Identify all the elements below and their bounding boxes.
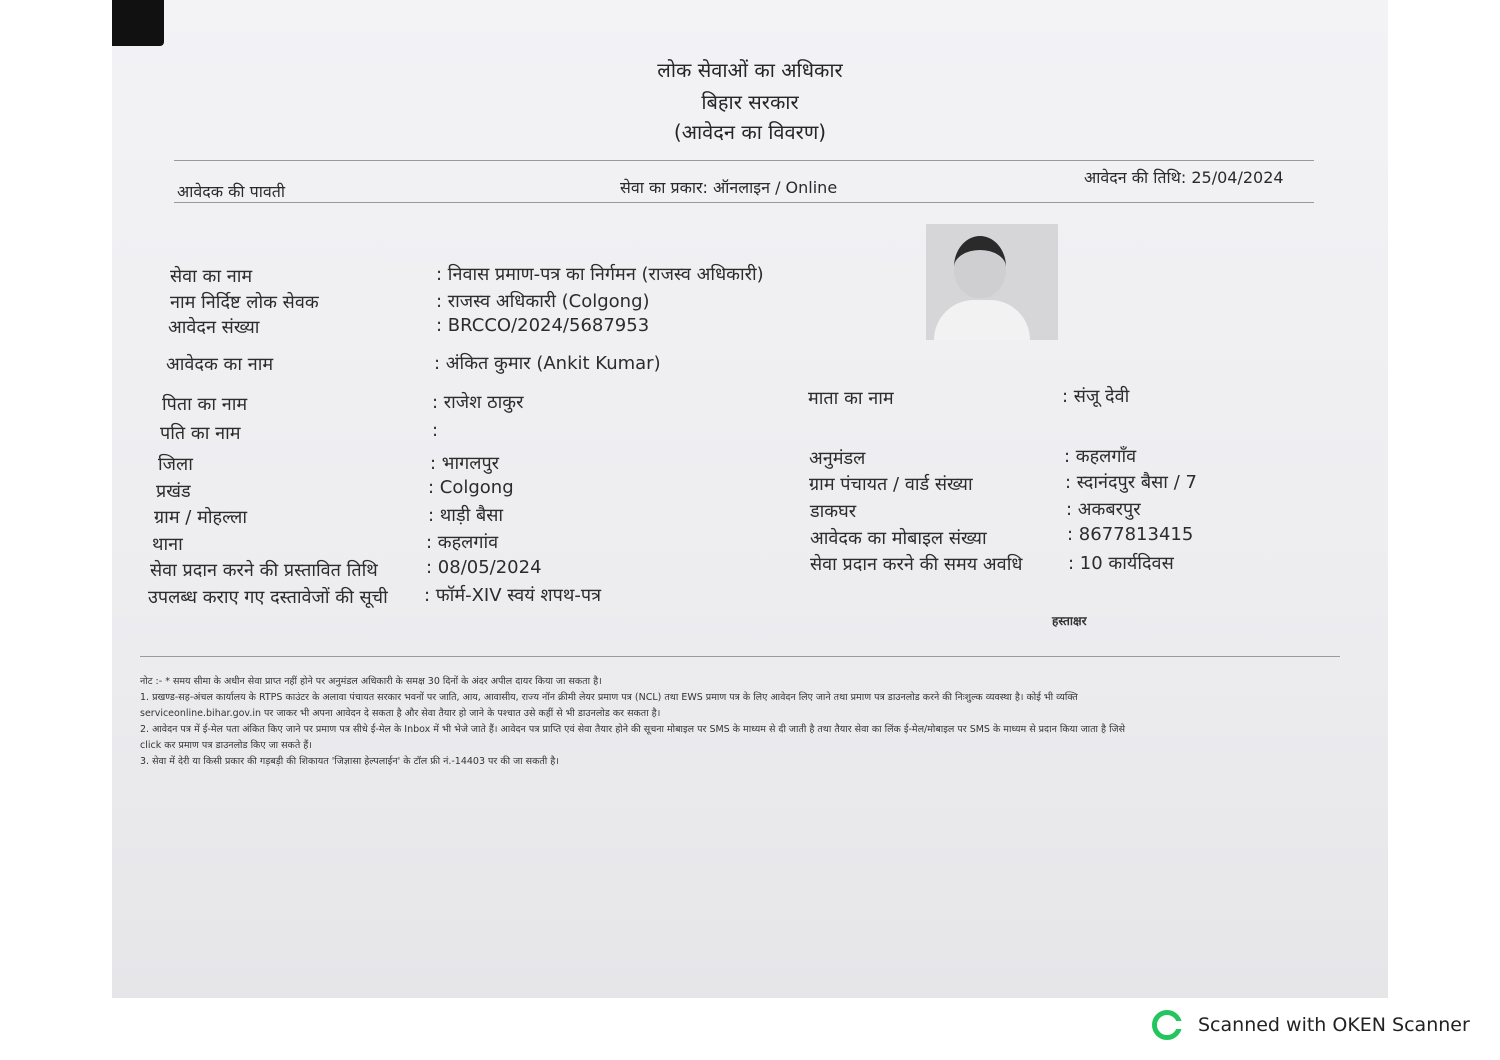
label-panchayat-ward: ग्राम पंचायत / वार्ड संख्या bbox=[809, 474, 973, 495]
receipt-label: आवेदक की पावती bbox=[177, 182, 286, 201]
value-district: : भागलपुर bbox=[430, 453, 500, 474]
oken-scanner-logo-icon bbox=[1152, 1010, 1182, 1040]
label-mother-name: माता का नाम bbox=[808, 388, 894, 409]
value-panchayat-ward: : स्दानंदपुर बैसा / 7 bbox=[1065, 472, 1197, 493]
label-public-servant: नाम निर्दिष्ट लोक सेवक bbox=[170, 292, 319, 313]
signature-label: हस्ताक्षर bbox=[1052, 614, 1087, 628]
note-line-4: click कर प्रमाण पत्र डाउनलोड किए जा सकते हैं। bbox=[140, 740, 312, 751]
notes-rule bbox=[140, 656, 1340, 657]
label-father-name: पिता का नाम bbox=[162, 394, 248, 415]
value-documents-list: : फॉर्म-XIV स्वयं शपथ-पत्र bbox=[424, 585, 602, 606]
value-father-name: : राजेश ठाकुर bbox=[432, 392, 524, 413]
label-service-duration: सेवा प्रदान करने की समय अवधि bbox=[810, 554, 1023, 575]
top-rule bbox=[174, 160, 1314, 161]
value-service-duration: : 10 कार्यदिवस bbox=[1068, 553, 1174, 574]
value-husband-name: : bbox=[432, 420, 439, 441]
applicant-photo bbox=[926, 224, 1058, 340]
label-mobile-number: आवेदक का मोबाइल संख्या bbox=[810, 528, 987, 549]
value-public-servant: : राजस्व अधिकारी (Colgong) bbox=[436, 291, 650, 312]
label-police-station: थाना bbox=[152, 534, 183, 555]
value-mother-name: : संजू देवी bbox=[1062, 386, 1130, 407]
label-application-number: आवेदन संख्या bbox=[168, 317, 260, 338]
scan-corner-mark bbox=[112, 0, 164, 46]
label-service-name: सेवा का नाम bbox=[170, 266, 253, 287]
label-subdivision: अनुमंडल bbox=[809, 448, 866, 469]
value-application-number: : BRCCO/2024/5687953 bbox=[436, 315, 650, 336]
value-applicant-name: : अंकित कुमार (Ankit Kumar) bbox=[434, 353, 661, 374]
meta-rule bbox=[174, 202, 1314, 203]
value-village: : थाड़ी बैसा bbox=[428, 505, 504, 526]
scanner-brand-text: Scanned with OKEN Scanner bbox=[1198, 1014, 1470, 1036]
note-line-5: 3. सेवा में देरी या किसी प्रकार की गड़बड़ी की शिकायत 'जिज्ञासा हेल्पलाईन' के टॉल फ्री नं.-14403 पर की जा सकती है। bbox=[140, 756, 559, 767]
service-type: सेवा का प्रकार: ऑनलाइन / Online bbox=[620, 178, 838, 197]
label-post-office: डाकघर bbox=[810, 501, 857, 522]
notes-section bbox=[140, 674, 1340, 770]
label-husband-name: पति का नाम bbox=[160, 423, 241, 444]
value-post-office: : अकबरपुर bbox=[1066, 499, 1141, 520]
label-proposed-date: सेवा प्रदान करने की प्रस्तावित तिथि bbox=[150, 560, 378, 581]
note-line-1: 1. प्रखण्ड-सह-अंचल कार्यालय के RTPS काउंटर के अलावा पंचायत सरकार भवनों पर जाति, आय, आवासीय, राज्य नॉन क्रीमी लेयर प्रमाण पत्र (NCL) तथा EWS प्रमाण पत्र के लिए आवेदन लिए जाने तथा प्रमाण पत्र डाउनलोड करने की निःशुल्क व्यवस्था है। कोई भी व्यक्ति bbox=[140, 692, 1078, 703]
label-district: जिला bbox=[158, 454, 193, 475]
note-line-2: serviceonline.bihar.gov.in पर जाकर भी अपना आवेदन दे सकता है और सेवा तैयार हो जाने के पश्चात उसे कहीं से भी डाउनलोड कर सकता है। bbox=[140, 708, 661, 719]
value-service-name: : निवास प्रमाण-पत्र का निर्गमन (राजस्व अधिकारी) bbox=[436, 264, 764, 285]
application-date: आवेदन की तिथि: 25/04/2024 bbox=[1084, 168, 1284, 187]
header-line-1: लोक सेवाओं का अधिकार bbox=[657, 58, 843, 82]
value-block: : Colgong bbox=[428, 477, 514, 498]
note-line-0: नोट :- * समय सीमा के अधीन सेवा प्राप्त नहीं होने पर अनुमंडल अधिकारी के समक्ष 30 दिनों के अंदर अपील दायर किया जा सकता है। bbox=[140, 676, 602, 687]
scanner-watermark bbox=[1152, 1010, 1470, 1040]
label-village: ग्राम / मोहल्ला bbox=[154, 507, 248, 528]
value-police-station: : कहलगांव bbox=[426, 532, 499, 553]
label-documents-list: उपलब्ध कराए गए दस्तावेजों की सूची bbox=[148, 587, 388, 608]
header-line-3: (आवेदन का विवरण) bbox=[673, 120, 827, 144]
value-subdivision: : कहलगाँव bbox=[1064, 446, 1137, 467]
scanned-document bbox=[112, 0, 1388, 998]
value-mobile-number: : 8677813415 bbox=[1067, 524, 1194, 545]
header-line-2: बिहार सरकार bbox=[701, 90, 799, 114]
value-proposed-date: : 08/05/2024 bbox=[426, 557, 542, 578]
label-applicant-name: आवेदक का नाम bbox=[166, 354, 274, 375]
label-block: प्रखंड bbox=[156, 481, 191, 502]
note-line-3: 2. आवेदन पत्र में ई-मेल पता अंकित किए जाने पर प्रमाण पत्र सीधे ई-मेल के Inbox में भी भेजे जाते हैं। आवेदन पत्र प्राप्ति एवं सेवा तैयार होने की सूचना मोबाइल पर SMS के माध्यम से दी जाती है तथा तैयार सेवा का लिंक ई-मेल/मोबाइल पर SMS के माध्यम से प्रदान किया जाता है जिसे bbox=[140, 724, 1126, 735]
